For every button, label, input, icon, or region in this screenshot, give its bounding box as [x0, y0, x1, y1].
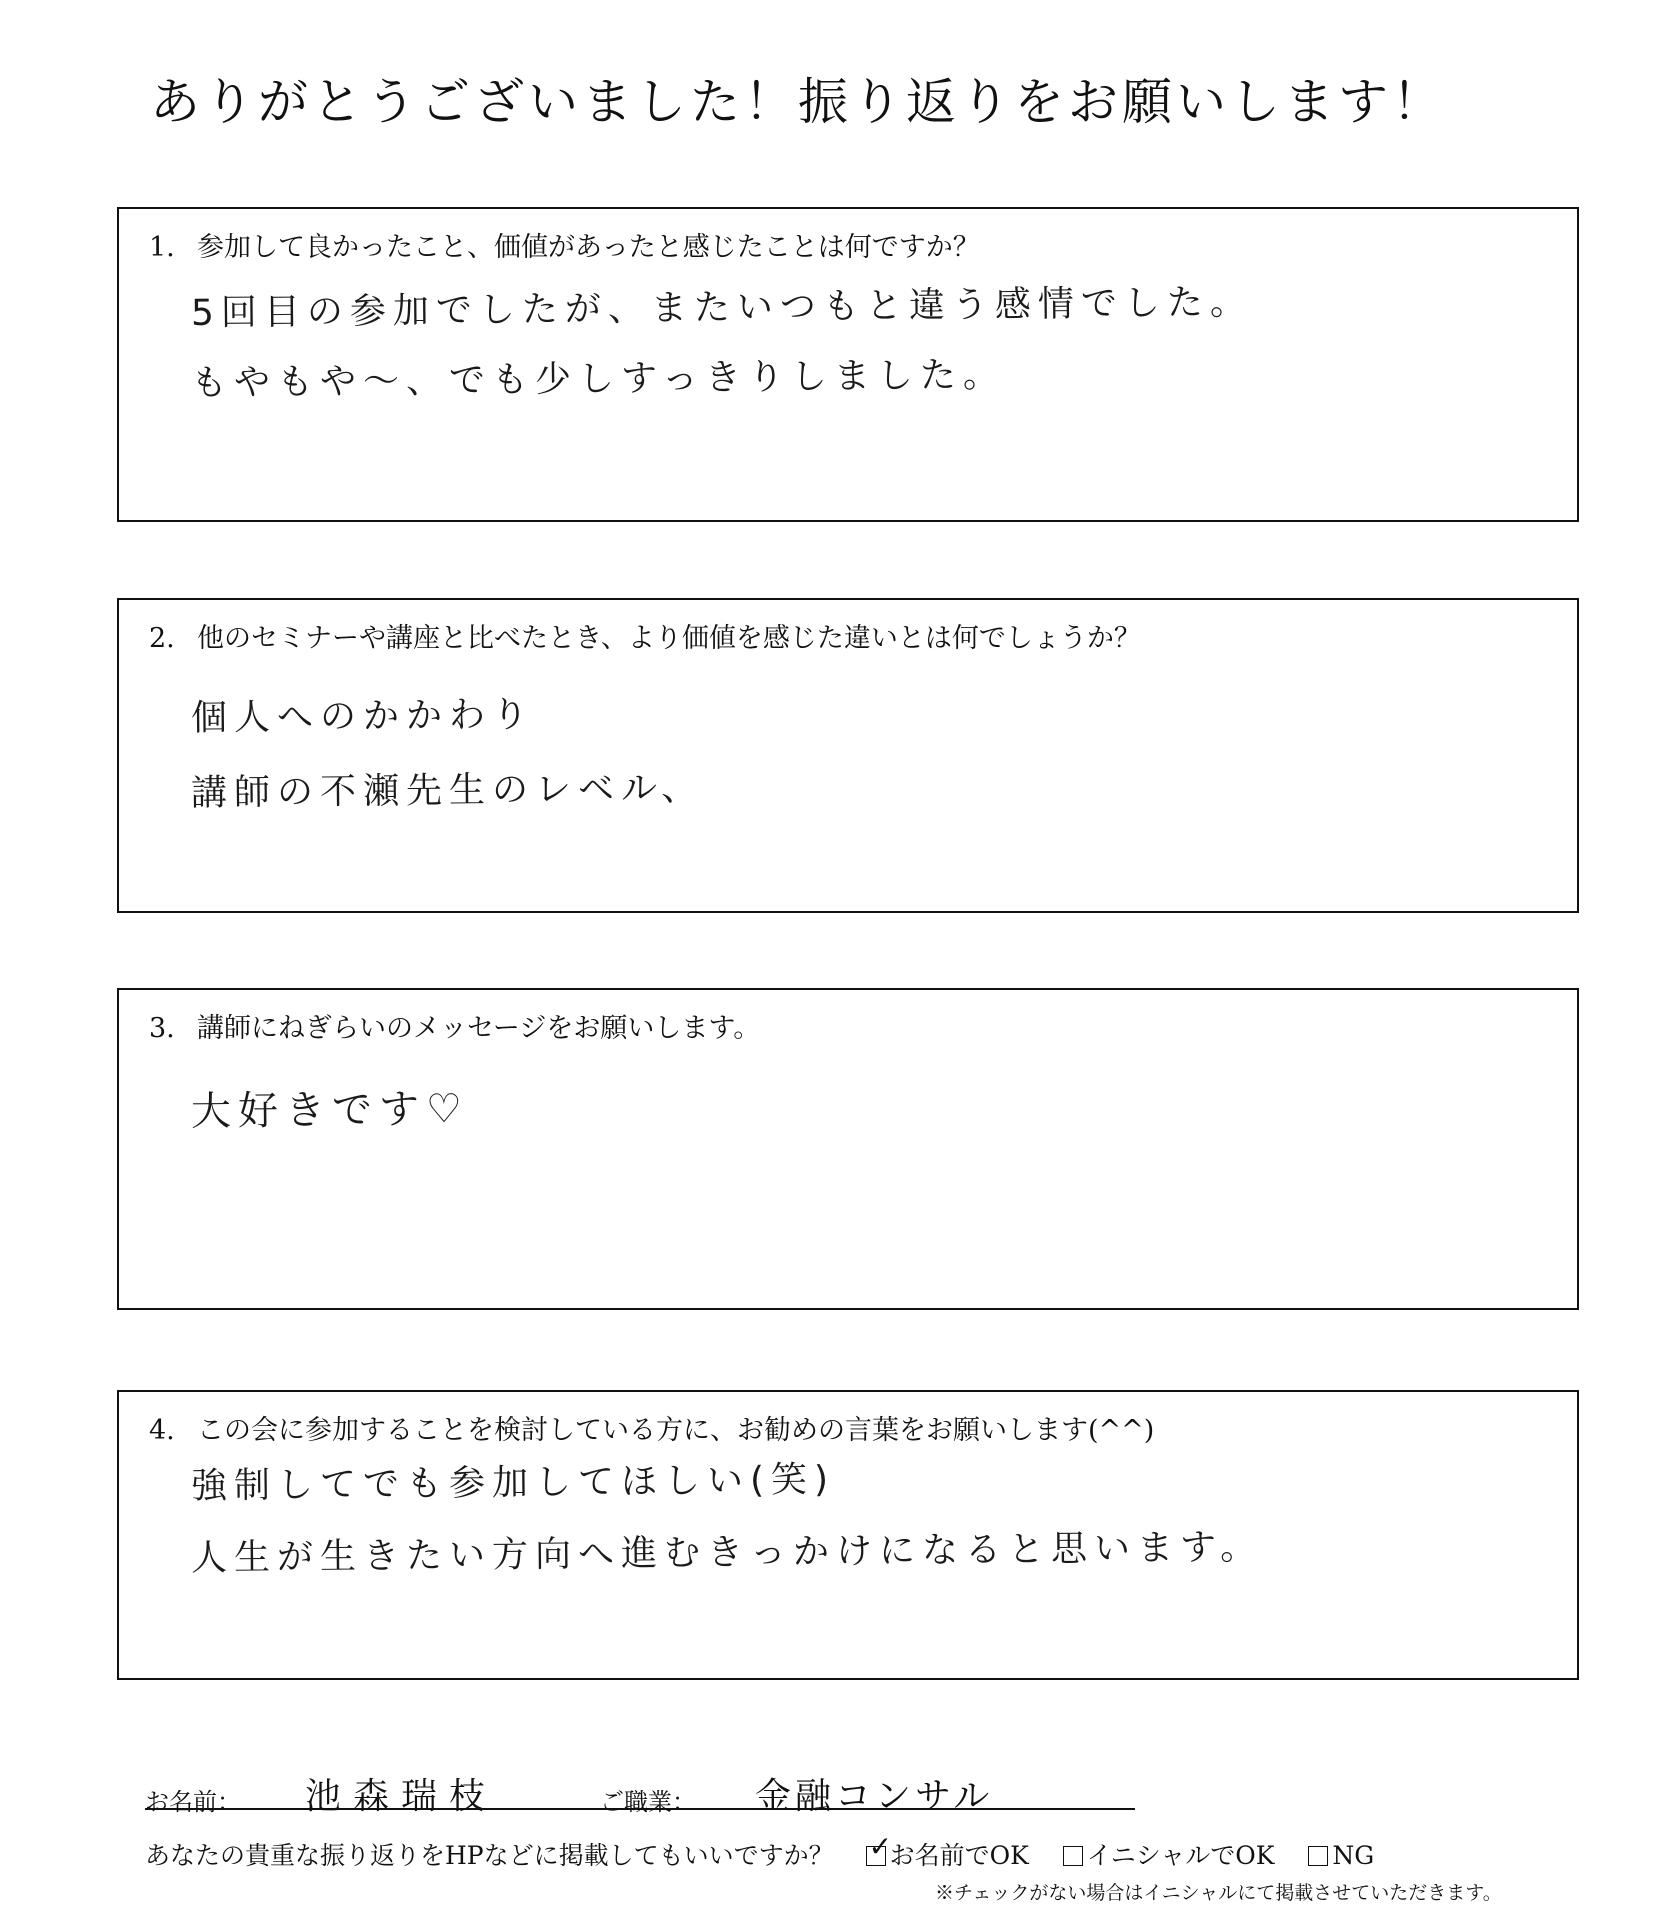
- question-box-4: [117, 1390, 1579, 1680]
- question-text-4: この会に参加することを検討している方に、お勧めの言葉をお願いします(^^): [197, 1415, 1155, 1446]
- answer-2-line-1: 個人へのかかわり: [190, 694, 536, 739]
- question-text-1: 参加して良かったこと、価値があったと感じたことは何ですか？: [197, 232, 980, 263]
- question-number-1: 1.: [149, 232, 175, 263]
- answer-1-line-2: もやもや〜、でも少しすっきりしました。: [190, 354, 1007, 404]
- checkbox-ng[interactable]: [1308, 1846, 1328, 1866]
- question-label-4: [149, 1408, 1154, 1447]
- job-label: ご職業：: [600, 1788, 696, 1816]
- consent-note: ※チェックがない場合はイニシャルにて掲載させていただきます。: [935, 1882, 1502, 1904]
- form-title: ありがとうございました！振り返りをお願いします！: [150, 73, 1446, 131]
- question-box-1: [117, 207, 1579, 522]
- question-box-3: [117, 988, 1579, 1310]
- consent-row: [145, 1830, 1375, 1872]
- option-name-ok[interactable]: [866, 1830, 1037, 1870]
- option-initial-ok[interactable]: [1063, 1841, 1283, 1870]
- answer-2-line-2: 講師の不瀬先生のレベル、: [190, 767, 705, 814]
- answer-4-line-1: 強制してでも参加してほしい(笑): [190, 1459, 836, 1507]
- question-text-3: 講師にねぎらいのメッセージをお願いします。: [197, 1013, 761, 1044]
- name-label: お名前：: [145, 1788, 241, 1816]
- question-number-2: 2.: [149, 623, 175, 654]
- answer-4-line-2: 人生が生きたい方向へ進むきっかけになると思います。: [190, 1526, 1264, 1579]
- question-number-3: 3.: [149, 1013, 175, 1044]
- job-value: 金融コンサル: [755, 1776, 994, 1817]
- name-job-row: [145, 1768, 1135, 1817]
- option-ng-label: NG: [1332, 1841, 1375, 1870]
- answer-1-line-1: 5回目の参加でしたが、またいつもと違う感情でした。: [190, 281, 1254, 334]
- name-value: 池森瑞枝: [305, 1776, 498, 1817]
- question-box-2: [117, 598, 1579, 913]
- checkbox-initial-ok[interactable]: [1063, 1846, 1083, 1866]
- question-number-4: 4.: [149, 1415, 175, 1446]
- consent-question: あなたの貴重な振り返りをHPなどに掲載してもいいですか？: [145, 1841, 834, 1870]
- question-text-2: 他のセミナーや講座と比べたとき、より価値を感じた違いとは何でしょうか？: [197, 623, 1141, 654]
- answer-3-line-1: 大好きです♡: [190, 1086, 470, 1135]
- question-label-2: [149, 616, 1141, 655]
- checkbox-name-ok[interactable]: [866, 1830, 893, 1866]
- check-mark-icon: ✓: [868, 1830, 893, 1863]
- option-initial-ok-label: イニシャルでOK: [1086, 1841, 1275, 1870]
- question-label-3: [149, 1006, 760, 1045]
- option-name-ok-label: お名前でOK: [889, 1841, 1029, 1870]
- option-ng[interactable]: [1308, 1841, 1374, 1870]
- question-label-1: [149, 225, 980, 264]
